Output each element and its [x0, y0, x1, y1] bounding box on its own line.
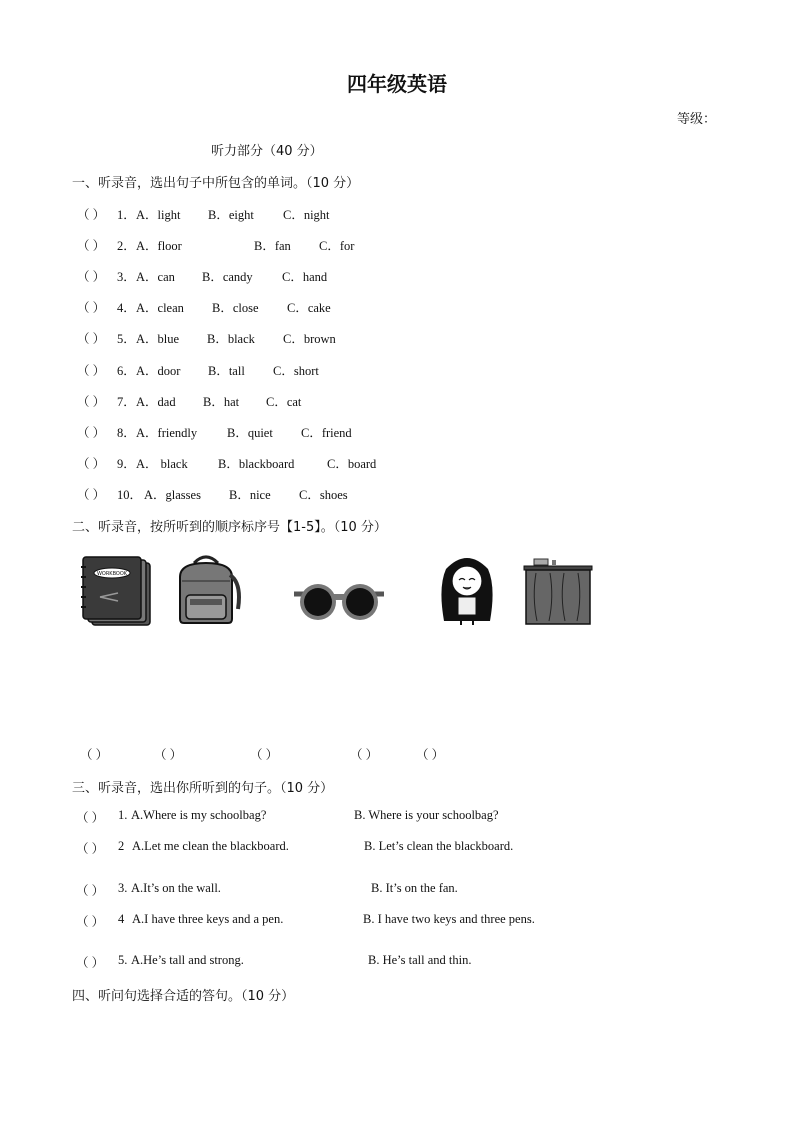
- option-b: B．fan: [254, 239, 291, 253]
- option-b: B．nice: [229, 488, 271, 502]
- item-number: 1.: [118, 808, 128, 822]
- option-a: A.It’s on the wall.: [131, 881, 221, 895]
- option-a: A．clean: [136, 301, 184, 315]
- item-number: 3.: [118, 881, 128, 895]
- answer-bracket[interactable]: （ ）: [76, 956, 105, 970]
- option-a: A．door: [136, 364, 181, 378]
- option-c: C．cat: [266, 395, 302, 409]
- option-a: A．blue: [136, 332, 180, 346]
- answer-bracket[interactable]: （ ）: [76, 884, 105, 898]
- answer-bracket[interactable]: （ ）: [76, 915, 105, 929]
- option-a: A．light: [136, 208, 181, 222]
- option-a: A.I have three keys and a pen.: [132, 912, 284, 926]
- option-b: B. I have two keys and three pens.: [363, 912, 535, 926]
- option-b: B. Where is your schoolbag?: [354, 808, 499, 822]
- section3-heading: 三、听录音，选出你所听到的句子。（10 分）: [72, 781, 334, 796]
- option-b: B．blackboard: [218, 457, 295, 471]
- option-a: A.Where is my schoolbag?: [131, 808, 267, 822]
- picture-answer-bracket[interactable]: （ ）: [350, 748, 379, 762]
- option-a: A． black: [136, 457, 188, 471]
- item-number: 5．: [117, 332, 136, 346]
- option-b: B．close: [212, 301, 259, 315]
- item-number: 1．: [117, 208, 136, 222]
- item-number: 2．: [117, 239, 136, 253]
- item-number: 2: [118, 839, 125, 853]
- option-a: A．dad: [136, 395, 176, 409]
- item-number: 5.: [118, 953, 128, 967]
- option-c: C．friend: [301, 426, 352, 440]
- section1-heading: 一、听录音，选出句子中所包含的单词。（10 分）: [72, 176, 360, 191]
- item-number: 4．: [117, 301, 136, 315]
- option-c: C．brown: [283, 332, 336, 346]
- option-a: A．can: [136, 270, 175, 284]
- picture-answer-bracket[interactable]: （ ）: [80, 748, 109, 762]
- option-c: C．hand: [282, 270, 328, 284]
- answer-bracket[interactable]: （ ）: [77, 395, 106, 409]
- answer-bracket[interactable]: （ ）: [76, 811, 105, 825]
- section4-heading: 四、听问句选择合适的答句。（10 分）: [72, 989, 295, 1004]
- option-a: A.Let me clean the blackboard.: [132, 839, 289, 853]
- option-c: C．short: [273, 364, 319, 378]
- grade-label: 等级：: [676, 112, 716, 127]
- option-c: C．cake: [287, 301, 331, 315]
- item-number: 8．: [117, 426, 136, 440]
- answer-bracket[interactable]: （ ）: [76, 842, 105, 856]
- answer-bracket[interactable]: （ ）: [77, 270, 106, 284]
- answer-bracket[interactable]: （ ）: [77, 301, 106, 315]
- option-b: B．hat: [203, 395, 240, 409]
- option-a: A.He’s tall and strong.: [131, 953, 244, 967]
- option-a: A．floor: [136, 239, 182, 253]
- item-number: 9．: [117, 457, 136, 471]
- answer-bracket[interactable]: （ ）: [77, 208, 106, 222]
- option-b: B. He’s tall and thin.: [368, 953, 472, 967]
- item-number: 10．: [117, 488, 143, 502]
- item-number: 6．: [117, 364, 136, 378]
- option-c: C．board: [327, 457, 377, 471]
- section2-heading: 二、听录音，按所听到的顺序标序号【1-5】。（10 分）: [72, 520, 387, 535]
- item-number: 7．: [117, 395, 136, 409]
- option-b: B．candy: [202, 270, 253, 284]
- answer-bracket[interactable]: （ ）: [77, 239, 106, 253]
- option-b: B. It’s on the fan.: [371, 881, 458, 895]
- option-b: B．eight: [208, 208, 254, 222]
- option-a: A．friendly: [136, 426, 198, 440]
- answer-bracket[interactable]: （ ）: [77, 457, 106, 471]
- girl-picture: [436, 551, 498, 627]
- picture-answer-bracket[interactable]: （ ）: [154, 748, 183, 762]
- option-c: C．night: [283, 208, 330, 222]
- schoolbag-picture: [172, 553, 244, 627]
- answer-bracket[interactable]: （ ）: [77, 426, 106, 440]
- option-c: C．shoes: [299, 488, 348, 502]
- notebook-label: WORKBOOK: [96, 571, 128, 577]
- notebook-picture: [78, 555, 154, 629]
- sunglasses-picture: [292, 580, 386, 624]
- option-a: A．glasses: [144, 488, 201, 502]
- item-number: 4: [118, 912, 125, 926]
- page-title: 四年级英语: [347, 72, 447, 96]
- desk-picture: [522, 557, 594, 627]
- part-heading: 听力部分（40 分）: [211, 144, 323, 159]
- item-number: 3．: [117, 270, 136, 284]
- option-b: B．quiet: [227, 426, 273, 440]
- answer-bracket[interactable]: （ ）: [77, 364, 106, 378]
- picture-answer-bracket[interactable]: （ ）: [250, 748, 279, 762]
- option-c: C．for: [319, 239, 355, 253]
- answer-bracket[interactable]: （ ）: [77, 488, 106, 502]
- answer-bracket[interactable]: （ ）: [77, 332, 106, 346]
- option-b: B. Let’s clean the blackboard.: [364, 839, 514, 853]
- option-b: B．black: [207, 332, 255, 346]
- picture-answer-bracket[interactable]: （ ）: [416, 748, 445, 762]
- option-b: B．tall: [208, 364, 245, 378]
